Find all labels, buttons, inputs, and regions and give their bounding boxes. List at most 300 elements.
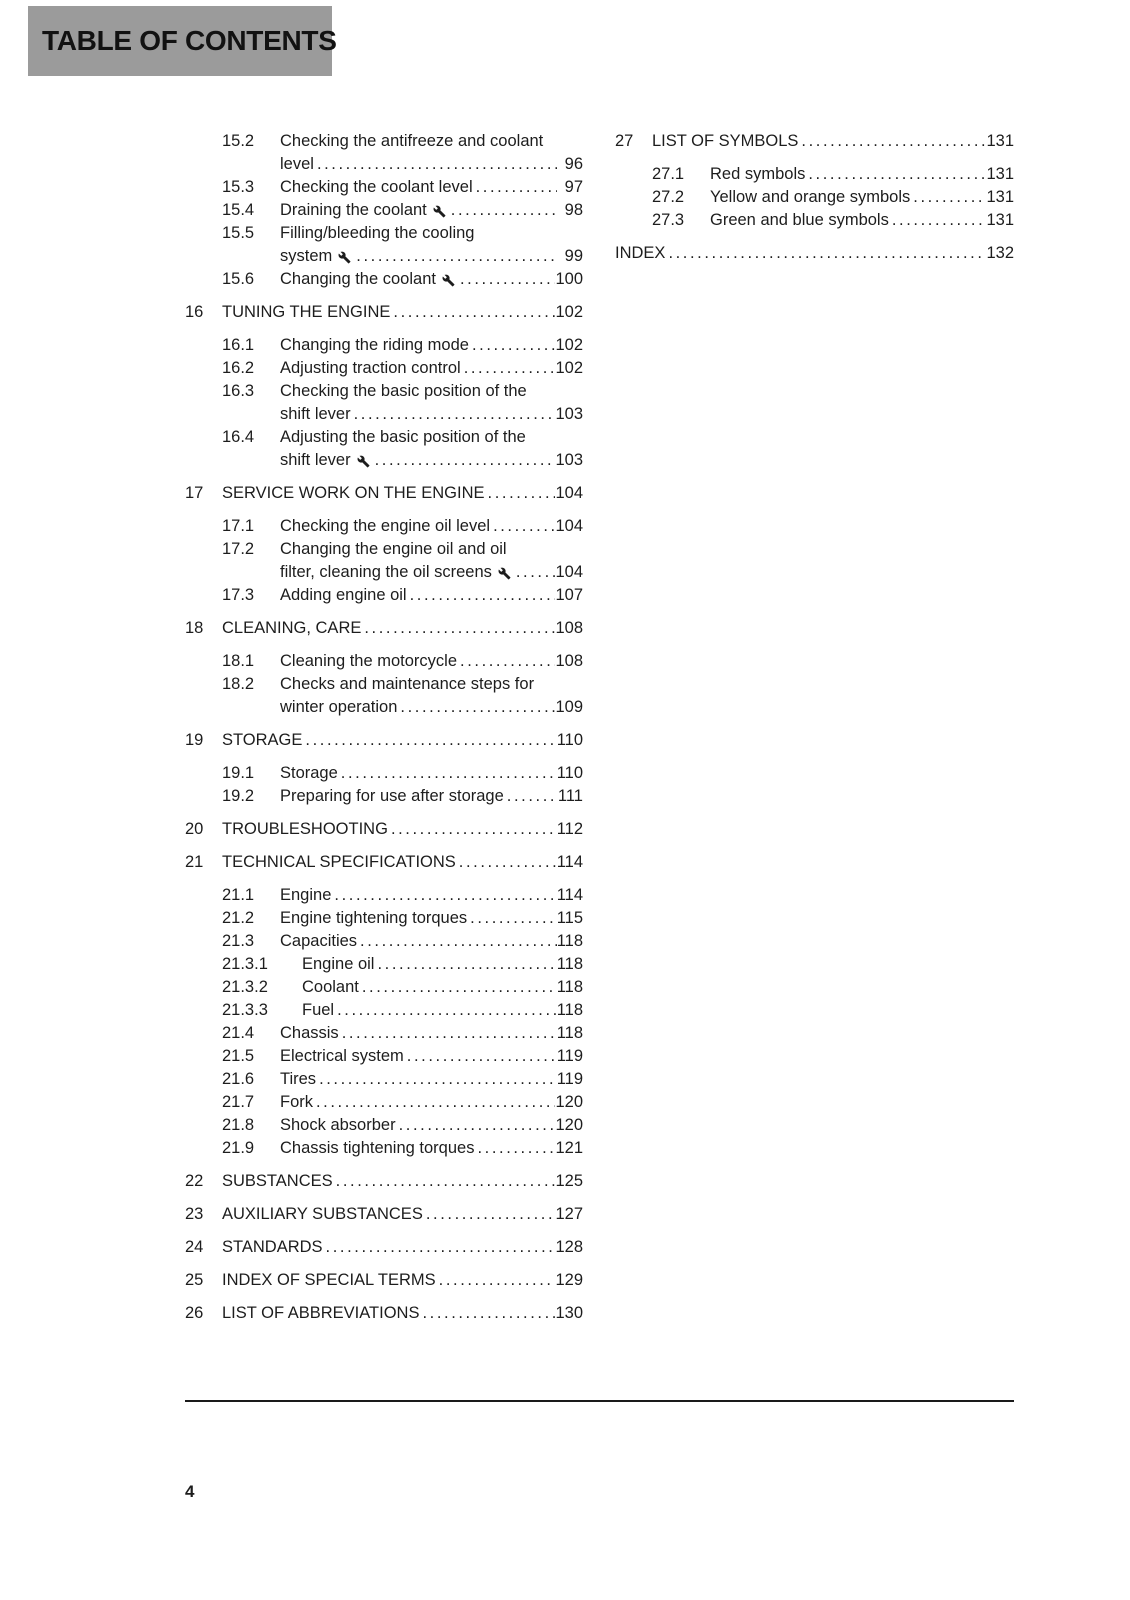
toc-entry-title: TUNING THE ENGINE xyxy=(222,303,391,321)
toc-entry-page: 108 xyxy=(555,652,583,670)
toc-entry-body xyxy=(280,176,583,199)
toc-entry-number: 20 xyxy=(185,820,204,838)
toc-entry-number: 21.4 xyxy=(222,1024,255,1042)
toc-entry-page: 99 xyxy=(564,247,583,265)
toc-entry-number: 15.4 xyxy=(222,201,255,219)
toc-entry xyxy=(222,538,583,584)
toc-entry xyxy=(222,584,583,607)
toc-entry-last-line xyxy=(280,176,583,199)
toc-entry-body xyxy=(222,851,583,874)
toc-entry-title: LIST OF SYMBOLS xyxy=(652,132,799,150)
toc-entry-page: 131 xyxy=(986,188,1014,206)
toc-entry xyxy=(222,953,583,976)
toc-entry xyxy=(222,380,583,426)
toc-entry-number: 15.3 xyxy=(222,178,255,196)
toc-entry-title: Shock absorber xyxy=(280,1116,396,1134)
toc-entry-last-line xyxy=(222,818,583,841)
toc-entry xyxy=(222,884,583,907)
toc-entry-page: 104 xyxy=(555,484,583,502)
toc-entry xyxy=(185,301,583,324)
toc-entry-page: 111 xyxy=(557,787,583,805)
toc-entry xyxy=(185,729,583,752)
dotted-leader xyxy=(423,1203,556,1226)
toc-entry-page: 118 xyxy=(556,978,583,996)
toc-entry-last-line xyxy=(222,1203,583,1226)
wrench-icon xyxy=(442,274,455,287)
toc-entry-number: 27.2 xyxy=(652,188,685,206)
wrench-icon xyxy=(433,205,446,218)
toc-entry-body xyxy=(280,1114,583,1137)
toc-entry xyxy=(222,222,583,268)
toc-entry xyxy=(222,268,583,291)
toc-entry-page: 110 xyxy=(556,764,583,782)
toc-entry-body xyxy=(222,729,583,752)
dotted-leader xyxy=(805,163,986,186)
toc-entry xyxy=(185,1302,583,1325)
toc-entry-page: 107 xyxy=(555,586,583,604)
toc-entry-title-line: Checks and maintenance steps for xyxy=(280,675,535,693)
toc-entry xyxy=(652,163,1014,186)
page-title: TABLE OF CONTENTS xyxy=(42,25,337,56)
toc-entry-number: 24 xyxy=(185,1238,204,1256)
dotted-leader xyxy=(407,584,556,607)
dotted-leader xyxy=(665,242,986,265)
toc-entry-title: Checking the coolant level xyxy=(280,178,473,196)
toc-entry-last-line xyxy=(280,153,583,176)
toc-entry-number: 16.3 xyxy=(222,382,255,400)
toc-entry xyxy=(652,209,1014,232)
toc-entry-last-line xyxy=(280,884,583,907)
toc-entry-body xyxy=(615,242,1014,265)
toc-entry-title: STORAGE xyxy=(222,731,303,749)
toc-entry-number: 21.9 xyxy=(222,1139,255,1157)
toc-entry-title: Changing the riding mode xyxy=(280,336,469,354)
toc-entry-last-line xyxy=(222,851,583,874)
toc-entry-title: Chassis xyxy=(280,1024,339,1042)
toc-entry-body xyxy=(710,163,1014,186)
toc-entry-title-line: Adjusting the basic position of the xyxy=(280,428,526,446)
toc-entry-title: system xyxy=(280,247,333,265)
toc-entry xyxy=(222,1114,583,1137)
toc-entry xyxy=(222,999,583,1022)
toc-entry-number: 25 xyxy=(185,1271,204,1289)
dotted-leader xyxy=(374,953,556,976)
toc-entry-body xyxy=(222,1236,583,1259)
toc-entry xyxy=(222,1091,583,1114)
toc-entry-title: Engine xyxy=(280,886,332,904)
toc-entry-title: Engine oil xyxy=(302,955,375,973)
toc-entry-title: STANDARDS xyxy=(222,1238,323,1256)
toc-entry-last-line xyxy=(280,762,583,785)
toc-entry-page: 115 xyxy=(556,909,583,927)
dotted-leader xyxy=(456,851,557,874)
toc-entry-page: 108 xyxy=(555,619,583,637)
dotted-leader xyxy=(490,515,555,538)
toc-entry-body xyxy=(280,380,583,426)
toc-entry-last-line xyxy=(280,515,583,538)
toc-entry-body xyxy=(280,930,583,953)
toc-entry xyxy=(185,1269,583,1292)
page-header xyxy=(28,6,337,76)
dotted-leader xyxy=(313,1091,555,1114)
toc-entry xyxy=(222,130,583,176)
toc-entry-body xyxy=(222,1203,583,1226)
toc-entry-page: 119 xyxy=(556,1047,583,1065)
toc-entry-title: Electrical system xyxy=(280,1047,404,1065)
toc-entry-title: Storage xyxy=(280,764,338,782)
toc-entry-number: 19.1 xyxy=(222,764,255,782)
dotted-leader xyxy=(339,1022,557,1045)
toc-column-right xyxy=(615,130,1014,275)
dotted-leader xyxy=(316,1068,557,1091)
toc-entry-page: 102 xyxy=(555,303,583,321)
toc-entry-body xyxy=(280,1068,583,1091)
toc-entry-page: 118 xyxy=(556,955,583,973)
dotted-leader xyxy=(485,482,556,505)
toc-entry-page: 98 xyxy=(564,201,583,219)
toc-entry-body xyxy=(280,884,583,907)
toc-entry-body xyxy=(280,907,583,930)
toc-entry-body xyxy=(280,1091,583,1114)
toc-entry-last-line xyxy=(280,245,583,268)
toc-entry-page: 120 xyxy=(555,1093,583,1111)
toc-entry-page: 118 xyxy=(556,1001,583,1019)
toc-entry-title: Checking the engine oil level xyxy=(280,517,491,535)
toc-entry-number: 19.2 xyxy=(222,787,255,805)
wrench-icon xyxy=(338,251,351,264)
toc-entry-body xyxy=(280,222,583,268)
footer-page-number: 4 xyxy=(185,1482,195,1501)
toc-entry xyxy=(222,515,583,538)
toc-entry-number: 21.5 xyxy=(222,1047,255,1065)
toc-entry-number: 17.1 xyxy=(222,517,255,535)
toc-entry-title: Adjusting traction control xyxy=(280,359,461,377)
toc-entry-body xyxy=(280,199,583,222)
toc-entry-body xyxy=(222,617,583,640)
toc-entry-last-line xyxy=(280,449,583,472)
toc-entry xyxy=(222,650,583,673)
toc-entry-title: shift lever xyxy=(280,451,351,469)
toc-entry-body xyxy=(222,482,583,505)
dotted-leader xyxy=(889,209,987,232)
toc-entry-number: 16 xyxy=(185,303,204,321)
dotted-leader xyxy=(388,818,557,841)
dotted-leader xyxy=(338,762,557,785)
toc-entry-last-line xyxy=(222,1269,583,1292)
toc-entry-body xyxy=(302,999,583,1022)
toc-entry-body xyxy=(280,584,583,607)
toc-entry-page: 103 xyxy=(555,405,583,423)
dotted-leader xyxy=(331,884,556,907)
toc-entry-last-line xyxy=(280,785,583,808)
toc-entry-last-line xyxy=(280,1045,583,1068)
toc-entry-page: 131 xyxy=(986,132,1014,150)
toc-entry-title: Fuel xyxy=(302,1001,335,1019)
dotted-leader xyxy=(334,999,557,1022)
toc-entry-page: 112 xyxy=(556,820,583,838)
toc-entry xyxy=(222,426,583,472)
dotted-leader xyxy=(474,1137,555,1160)
toc-entry xyxy=(185,617,583,640)
dotted-leader xyxy=(396,1114,556,1137)
toc-entry-body xyxy=(222,1269,583,1292)
toc-entry-number: 16.2 xyxy=(222,359,255,377)
toc-entry-body xyxy=(280,130,583,176)
footer-divider xyxy=(185,1400,1014,1402)
wrench-icon xyxy=(498,567,511,580)
dotted-leader xyxy=(390,301,555,324)
toc-entry-page: 97 xyxy=(564,178,583,196)
dotted-leader xyxy=(361,617,555,640)
toc-entry xyxy=(222,1045,583,1068)
toc-entry-title: SERVICE WORK ON THE ENGINE xyxy=(222,484,485,502)
toc-entry-page: 131 xyxy=(986,165,1014,183)
toc-entry-page: 132 xyxy=(986,244,1014,262)
toc-entry-last-line xyxy=(280,584,583,607)
dotted-leader xyxy=(457,650,555,673)
toc-entry-page: 129 xyxy=(555,1271,583,1289)
toc-entry-title: LIST OF ABBREVIATIONS xyxy=(222,1304,420,1322)
toc-entry-number: 15.2 xyxy=(222,132,255,150)
toc-entry-page: 118 xyxy=(556,1024,583,1042)
toc-entry-number: 16.4 xyxy=(222,428,255,446)
toc-entry-body xyxy=(222,301,583,324)
toc-entry-last-line xyxy=(280,561,583,584)
toc-entry-page: 121 xyxy=(555,1139,583,1157)
toc-entry xyxy=(222,357,583,380)
toc-entry-page: 103 xyxy=(555,451,583,469)
toc-entry-page: 118 xyxy=(556,932,583,950)
toc-entry-number: 16.1 xyxy=(222,336,255,354)
toc-entry-last-line xyxy=(280,1091,583,1114)
toc-entry-body xyxy=(280,268,583,291)
toc-entry xyxy=(185,1236,583,1259)
toc-entry xyxy=(222,930,583,953)
toc-entry-number: 21.7 xyxy=(222,1093,255,1111)
toc-entry-last-line xyxy=(280,357,583,380)
toc-entry-number: 17.2 xyxy=(222,540,255,558)
toc-entry-number: 21.3.2 xyxy=(222,978,268,996)
toc-entry-page: 102 xyxy=(555,359,583,377)
toc-entry-page: 109 xyxy=(555,698,583,716)
toc-entry-last-line xyxy=(222,1236,583,1259)
toc-entry-body xyxy=(280,1137,583,1160)
toc-entry-page: 120 xyxy=(555,1116,583,1134)
toc-entry-last-line xyxy=(222,301,583,324)
toc-entry-last-line xyxy=(302,953,583,976)
toc-entry xyxy=(615,130,1014,153)
dotted-leader xyxy=(473,176,557,199)
dotted-leader xyxy=(323,1236,556,1259)
toc-entry-title: Fork xyxy=(280,1093,313,1111)
toc-entry-title: Chassis tightening torques xyxy=(280,1139,475,1157)
toc-entry xyxy=(222,976,583,999)
toc-entry xyxy=(652,186,1014,209)
toc-entry-number: 17 xyxy=(185,484,204,502)
toc-entry-last-line xyxy=(710,163,1014,186)
toc-entry xyxy=(222,907,583,930)
toc-entry xyxy=(615,242,1014,265)
toc-entry-title: TECHNICAL SPECIFICATIONS xyxy=(222,853,456,871)
toc-entry-number: 27.1 xyxy=(652,165,685,183)
toc-entry-last-line xyxy=(222,1170,583,1193)
toc-entry-title: Capacities xyxy=(280,932,358,950)
toc-entry-title: Changing the coolant xyxy=(280,270,436,288)
toc-entry-last-line xyxy=(280,334,583,357)
toc-entry-body xyxy=(280,515,583,538)
toc-entry-body xyxy=(280,426,583,472)
toc-entry-page: 102 xyxy=(555,336,583,354)
toc-entry-last-line xyxy=(280,1068,583,1091)
toc-entry-title: SUBSTANCES xyxy=(222,1172,333,1190)
dotted-leader xyxy=(436,1269,556,1292)
toc-entry-number: 21.2 xyxy=(222,909,255,927)
dotted-leader xyxy=(302,729,556,752)
toc-entry-last-line xyxy=(280,403,583,426)
toc-entry-title: Draining the coolant xyxy=(280,201,427,219)
toc-entry-body xyxy=(280,1022,583,1045)
toc-entry-number: 26 xyxy=(185,1304,204,1322)
toc-entry xyxy=(222,1022,583,1045)
dotted-leader xyxy=(357,930,557,953)
toc-entry-title: Coolant xyxy=(302,978,359,996)
toc-entry-title: Tires xyxy=(280,1070,317,1088)
toc-entry-title: Cleaning the motorcycle xyxy=(280,652,458,670)
toc-entry-last-line xyxy=(615,242,1014,265)
dotted-leader xyxy=(333,1170,556,1193)
toc-entry-page: 119 xyxy=(556,1070,583,1088)
toc-entry-body xyxy=(302,953,583,976)
toc-entry-body xyxy=(280,673,583,719)
toc-entry-body xyxy=(710,209,1014,232)
toc-entry-last-line xyxy=(280,1022,583,1045)
toc-entry-title: AUXILIARY SUBSTANCES xyxy=(222,1205,423,1223)
toc-entry-title: winter operation xyxy=(280,698,398,716)
toc-entry-body xyxy=(280,357,583,380)
toc-entry-number: 21.3 xyxy=(222,932,255,950)
toc-entry-title-line: Checking the antifreeze and coolant xyxy=(280,132,544,150)
toc-entry-page: 114 xyxy=(556,853,583,871)
toc-entry-number: 21.3.1 xyxy=(222,955,268,973)
toc-entry-number: 27 xyxy=(615,132,634,150)
toc-entry-number: 27.3 xyxy=(652,211,685,229)
toc-entry-number: 15.5 xyxy=(222,224,255,242)
dotted-leader xyxy=(910,186,986,209)
toc-entry-last-line xyxy=(710,209,1014,232)
toc-entry xyxy=(185,482,583,505)
toc-entry xyxy=(185,851,583,874)
toc-entry-title: Engine tightening torques xyxy=(280,909,468,927)
toc-entry-page: 100 xyxy=(555,270,583,288)
toc-entry xyxy=(222,785,583,808)
dotted-leader xyxy=(372,449,556,472)
dotted-leader xyxy=(504,785,557,808)
toc-entry-last-line xyxy=(280,268,583,291)
toc-entry xyxy=(222,1068,583,1091)
toc-entry-title: Adding engine oil xyxy=(280,586,407,604)
toc-entry-page: 104 xyxy=(555,517,583,535)
toc-entry-body xyxy=(280,538,583,584)
toc-entry-page: 131 xyxy=(986,211,1014,229)
dotted-leader xyxy=(469,334,556,357)
toc-entry-last-line xyxy=(280,1137,583,1160)
toc-entry-body xyxy=(302,976,583,999)
toc-entry-title: INDEX OF SPECIAL TERMS xyxy=(222,1271,436,1289)
dotted-leader xyxy=(467,907,557,930)
toc-entry-page: 114 xyxy=(556,886,583,904)
toc-entry-number: 21.1 xyxy=(222,886,255,904)
toc-entry-page: 104 xyxy=(555,563,583,581)
toc-entry-last-line xyxy=(302,976,583,999)
toc-entry-number: 23 xyxy=(185,1205,204,1223)
toc-entry-last-line xyxy=(280,907,583,930)
toc-entry-title: INDEX xyxy=(615,244,666,262)
toc-entry-title: TROUBLESHOOTING xyxy=(222,820,388,838)
dotted-leader xyxy=(359,976,557,999)
toc-entry-title: Yellow and orange symbols xyxy=(710,188,911,206)
toc-entry-number: 17.3 xyxy=(222,586,255,604)
toc-entry-page: 110 xyxy=(556,731,583,749)
toc-entry-title-line: Changing the engine oil and oil xyxy=(280,540,507,558)
toc-entry-body xyxy=(280,1045,583,1068)
toc-entry-last-line xyxy=(280,930,583,953)
toc-entry xyxy=(185,818,583,841)
dotted-leader xyxy=(397,696,555,719)
toc-entry-title: level xyxy=(280,155,314,173)
toc-entry-number: 18.2 xyxy=(222,675,255,693)
toc-entry xyxy=(185,1170,583,1193)
toc-entry-last-line xyxy=(280,199,583,222)
toc-entry-last-line xyxy=(710,186,1014,209)
dotted-leader xyxy=(461,357,556,380)
toc-entry-last-line xyxy=(280,1114,583,1137)
dotted-leader xyxy=(351,403,556,426)
dotted-leader xyxy=(457,268,556,291)
toc-entry-title-line: Checking the basic position of the xyxy=(280,382,527,400)
toc-entry-last-line xyxy=(222,729,583,752)
toc-entry-body xyxy=(710,186,1014,209)
toc-entry-page: 127 xyxy=(555,1205,583,1223)
toc-entry xyxy=(222,673,583,719)
toc-entry-last-line xyxy=(280,696,583,719)
toc-entry-last-line xyxy=(652,130,1014,153)
dotted-leader xyxy=(314,153,557,176)
toc-entry-page: 96 xyxy=(564,155,583,173)
toc-entry-title: Green and blue symbols xyxy=(710,211,889,229)
toc-entry-title-line: Filling/bleeding the cooling xyxy=(280,224,475,242)
dotted-leader xyxy=(513,561,556,584)
toc-entry-last-line xyxy=(222,482,583,505)
toc-entry-number: 21.3.3 xyxy=(222,1001,268,1019)
toc-entry-number: 18 xyxy=(185,619,204,637)
toc-entry-last-line xyxy=(280,650,583,673)
toc-entry-body xyxy=(280,650,583,673)
toc-entry-body xyxy=(222,818,583,841)
dotted-leader xyxy=(353,245,557,268)
toc-entry-title: Red symbols xyxy=(710,165,806,183)
toc-entry-body xyxy=(652,130,1014,153)
toc-entry-last-line xyxy=(302,999,583,1022)
dotted-leader xyxy=(419,1302,555,1325)
toc-entry-body xyxy=(280,334,583,357)
toc-entry xyxy=(222,334,583,357)
toc-entry-number: 21.6 xyxy=(222,1070,255,1088)
toc-entry-page: 128 xyxy=(555,1238,583,1256)
dotted-leader xyxy=(404,1045,557,1068)
toc-entry-body xyxy=(280,762,583,785)
toc-entry-number: 21 xyxy=(185,853,204,871)
toc-column-left xyxy=(185,130,583,1335)
